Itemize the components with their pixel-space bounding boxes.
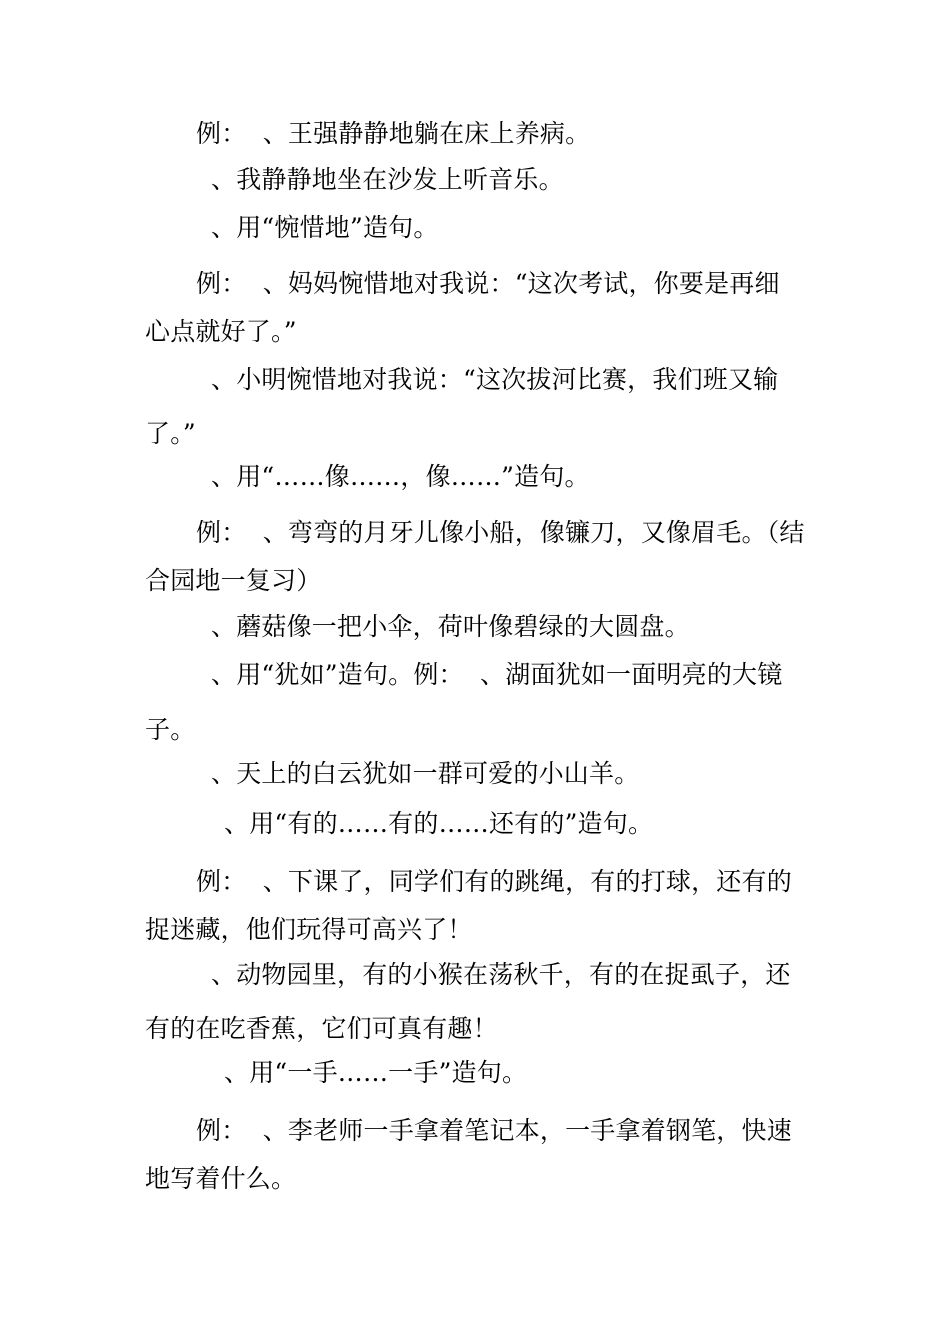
text-line: 、用“一手……一手”造句。 — [224, 1058, 528, 1087]
text-line: 捉迷藏，他们玩得可高兴了！ — [145, 915, 473, 944]
text-line: 、蘑菇像一把小伞，荷叶像碧绿的大圆盘。 — [211, 612, 690, 641]
text-line: 地写着什么。 — [145, 1164, 297, 1193]
text-line: 、用“犹如”造句。例： 、湖面犹如一面明亮的大镜 — [211, 660, 783, 689]
text-line: 例： 、下课了，同学们有的跳绳，有的打球，还有的 — [196, 867, 792, 896]
text-line: 、用“有的……有的……还有的”造句。 — [224, 809, 654, 838]
text-line: 、天上的白云犹如一群可爱的小山羊。 — [211, 759, 640, 788]
text-line: 、小明惋惜地对我说：“这次拔河比赛，我们班又输 — [211, 365, 779, 394]
text-line: 、动物园里，有的小猴在荡秋千，有的在捉虱子，还 — [211, 960, 791, 989]
text-line: 心点就好了。” — [145, 317, 297, 346]
text-line: 了。” — [145, 419, 196, 448]
text-line: 例： 、妈妈惋惜地对我说：“这次考试，你要是再细 — [196, 269, 780, 298]
text-line: 例： 、李老师一手拿着笔记本，一手拿着钢笔，快速 — [196, 1116, 792, 1145]
text-line: 、用“惋惜地”造句。 — [211, 213, 439, 242]
text-line: 有的在吃香蕉，它们可真有趣！ — [145, 1014, 498, 1043]
text-line: 合园地一复习） — [145, 566, 322, 595]
text-line: 子。 — [145, 715, 196, 744]
text-line: 、我静静地坐在沙发上听音乐。 — [211, 165, 564, 194]
text-line: 例： 、王强静静地躺在床上养病。 — [196, 119, 591, 148]
text-line: 、用“……像……，像……”造句。 — [211, 462, 590, 491]
text-line: 例： 、弯弯的月牙儿像小船，像镰刀，又像眉毛。（结 — [196, 518, 805, 547]
